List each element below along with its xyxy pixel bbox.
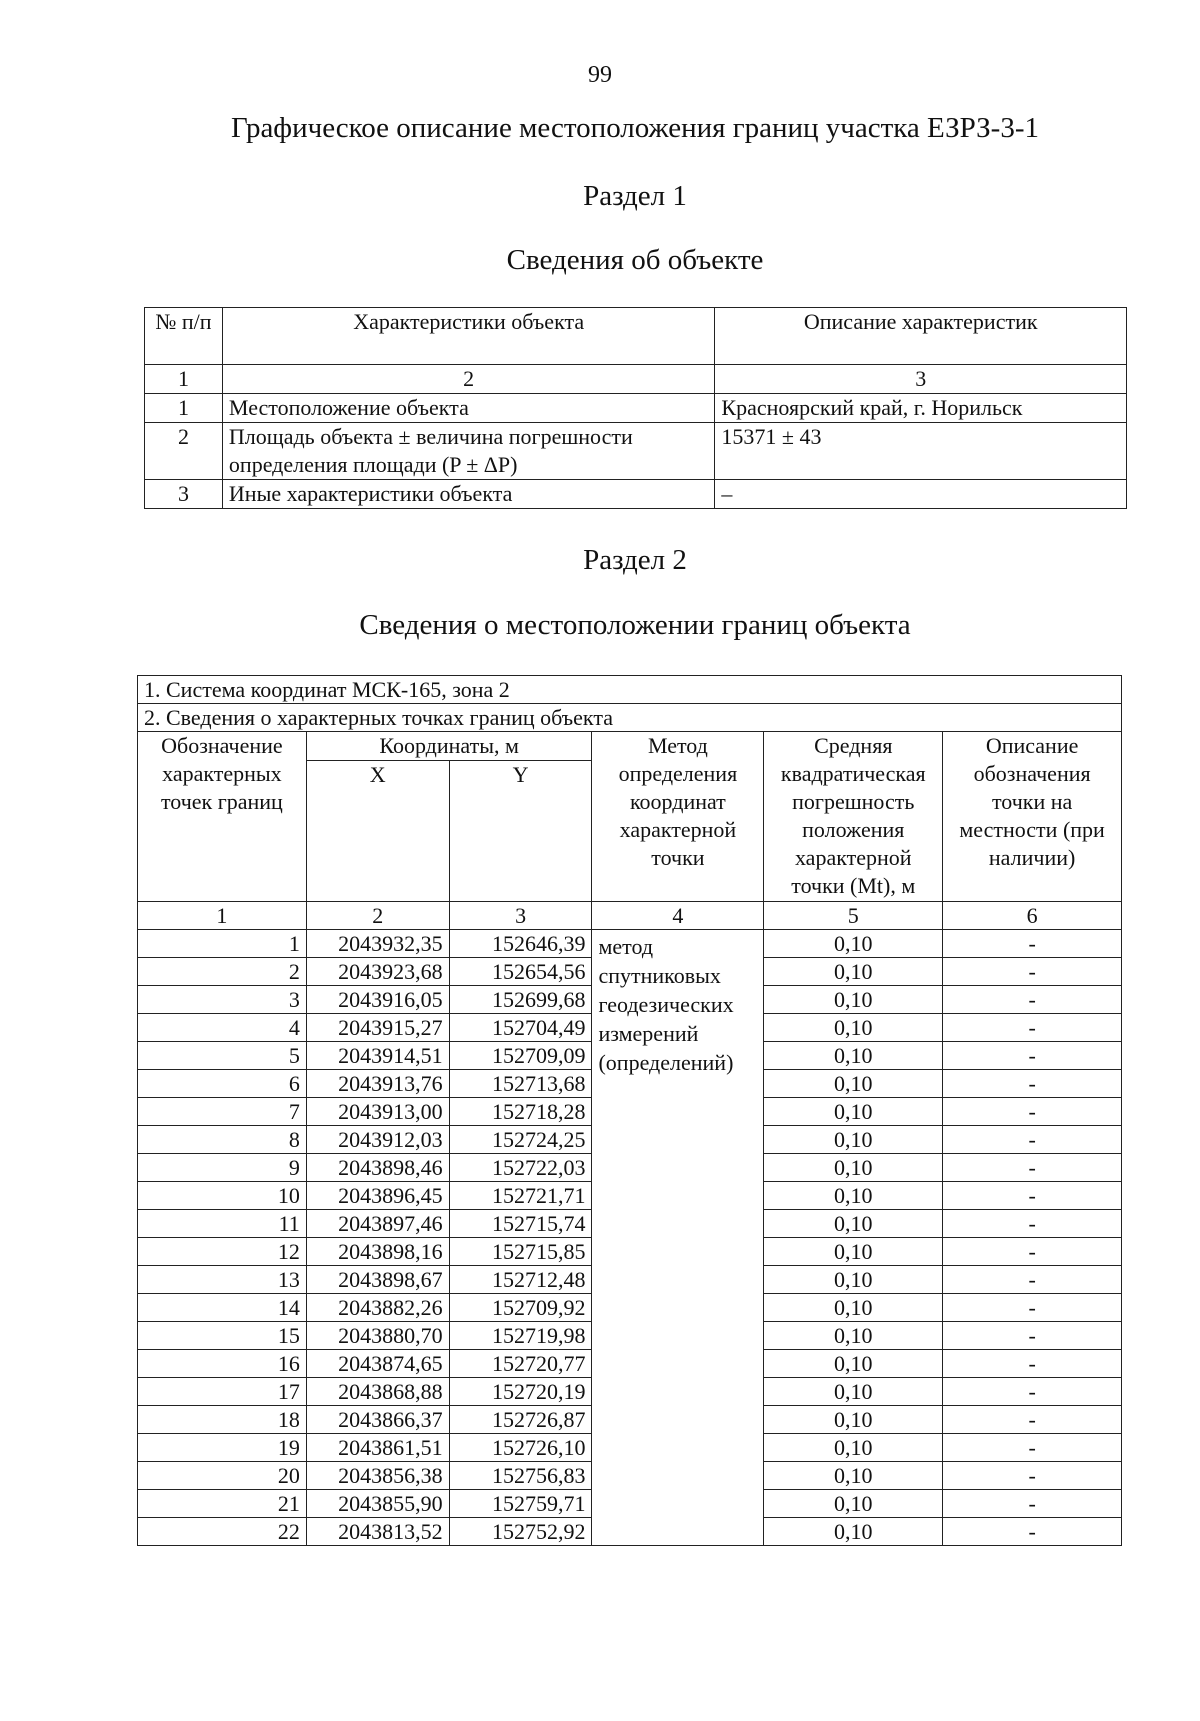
- coordinate-x: 2043914,51: [306, 1042, 449, 1070]
- point-number: 11: [138, 1210, 307, 1238]
- table-row: [145, 480, 1127, 509]
- section2-heading: Раздел 2: [583, 544, 687, 576]
- table-row: [138, 930, 1122, 958]
- table-row: [145, 423, 1127, 480]
- coordinate-x: 2043897,46: [306, 1210, 449, 1238]
- header-cell-method: Метод определения координат характерной точки: [592, 732, 764, 902]
- point-description: -: [943, 958, 1122, 986]
- col-number: 1: [138, 902, 307, 930]
- mean-square-error: 0,10: [764, 1350, 943, 1378]
- coordinate-y: 152719,98: [449, 1322, 592, 1350]
- coordinate-y: 152722,03: [449, 1154, 592, 1182]
- coordinate-y: 152756,83: [449, 1462, 592, 1490]
- coordinate-y: 152759,71: [449, 1490, 592, 1518]
- coordinate-y: 152724,25: [449, 1126, 592, 1154]
- coordinate-y: 152726,87: [449, 1406, 592, 1434]
- coordinate-y: 152654,56: [449, 958, 592, 986]
- header-cell-y: Y: [449, 761, 592, 902]
- mean-square-error: 0,10: [764, 1378, 943, 1406]
- point-description: -: [943, 1350, 1122, 1378]
- point-number: 16: [138, 1350, 307, 1378]
- coordinate-x: 2043898,46: [306, 1154, 449, 1182]
- method-text-line: спутниковых: [598, 963, 721, 988]
- mean-square-error: 0,10: [764, 1294, 943, 1322]
- section2-subheading: Сведения о местоположении границ объекта: [359, 609, 911, 641]
- coordinate-x: 2043898,67: [306, 1266, 449, 1294]
- coordinate-system-label: 1. Система координат МСК-165, зона 2: [138, 676, 1122, 704]
- point-description: -: [943, 1014, 1122, 1042]
- row-number: 2: [145, 423, 223, 480]
- point-number: 1: [138, 930, 307, 958]
- point-number: 17: [138, 1378, 307, 1406]
- header-cell-error: Средняя квадратическая погрешность положения характерной точки (Mt), м: [764, 732, 943, 902]
- point-description: -: [943, 1462, 1122, 1490]
- point-description: -: [943, 1518, 1122, 1546]
- mean-square-error: 0,10: [764, 1210, 943, 1238]
- coordinate-y: 152715,85: [449, 1238, 592, 1266]
- point-number: 3: [138, 986, 307, 1014]
- point-description: -: [943, 1210, 1122, 1238]
- mean-square-error: 0,10: [764, 1434, 943, 1462]
- characteristic-name: Иные характеристики объекта: [222, 480, 714, 509]
- mean-square-error: 0,10: [764, 1238, 943, 1266]
- point-description: -: [943, 1182, 1122, 1210]
- coordinate-y: 152726,10: [449, 1434, 592, 1462]
- header-cell-point: Обозначение характерных точек границ: [138, 732, 307, 902]
- coordinate-x: 2043882,26: [306, 1294, 449, 1322]
- header-cell-x: X: [306, 761, 449, 902]
- coordinate-y: 152752,92: [449, 1518, 592, 1546]
- characteristic-name: Местоположение объекта: [222, 394, 714, 423]
- point-description: -: [943, 1042, 1122, 1070]
- coordinate-system-row: [138, 676, 1122, 704]
- section1-heading: Раздел 1: [583, 180, 687, 212]
- mean-square-error: 0,10: [764, 930, 943, 958]
- coordinate-y: 152699,68: [449, 986, 592, 1014]
- point-number: 22: [138, 1518, 307, 1546]
- point-number: 2: [138, 958, 307, 986]
- mean-square-error: 0,10: [764, 1042, 943, 1070]
- method-text-line: геодезических: [598, 992, 734, 1017]
- mean-square-error: 0,10: [764, 1070, 943, 1098]
- point-number: 15: [138, 1322, 307, 1350]
- characteristic-value: Красноярский край, г. Норильск: [715, 394, 1127, 423]
- point-description: -: [943, 1322, 1122, 1350]
- mean-square-error: 0,10: [764, 1098, 943, 1126]
- coordinate-x: 2043896,45: [306, 1182, 449, 1210]
- mean-square-error: 0,10: [764, 1462, 943, 1490]
- point-description: -: [943, 1378, 1122, 1406]
- header-cell-coordinates: Координаты, м: [306, 732, 592, 761]
- method-cell: [592, 930, 764, 1546]
- coordinate-x: 2043913,76: [306, 1070, 449, 1098]
- object-info-table: [144, 307, 1127, 509]
- point-description: -: [943, 1266, 1122, 1294]
- mean-square-error: 0,10: [764, 958, 943, 986]
- point-number: 20: [138, 1462, 307, 1490]
- point-description: -: [943, 1098, 1122, 1126]
- point-number: 21: [138, 1490, 307, 1518]
- coordinate-x: 2043856,38: [306, 1462, 449, 1490]
- method-text-line: измерений: [598, 1021, 699, 1046]
- mean-square-error: 0,10: [764, 1518, 943, 1546]
- page-number: 99: [588, 62, 612, 88]
- point-description: -: [943, 1126, 1122, 1154]
- point-number: 18: [138, 1406, 307, 1434]
- characteristic-value: 15371 ± 43: [715, 423, 1127, 480]
- coordinate-x: 2043868,88: [306, 1378, 449, 1406]
- mean-square-error: 0,10: [764, 1154, 943, 1182]
- point-number: 14: [138, 1294, 307, 1322]
- column-number-row: [138, 902, 1122, 930]
- point-number: 7: [138, 1098, 307, 1126]
- mean-square-error: 0,10: [764, 1490, 943, 1518]
- point-description: -: [943, 1490, 1122, 1518]
- method-text-line: (определений): [598, 1050, 734, 1075]
- coordinate-y: 152718,28: [449, 1098, 592, 1126]
- point-number: 19: [138, 1434, 307, 1462]
- coordinate-x: 2043923,68: [306, 958, 449, 986]
- header-cell-description: Описание характеристик: [715, 308, 1127, 365]
- coordinate-y: 152646,39: [449, 930, 592, 958]
- coordinate-y: 152715,74: [449, 1210, 592, 1238]
- point-description: -: [943, 1154, 1122, 1182]
- coordinate-x: 2043866,37: [306, 1406, 449, 1434]
- point-number: 13: [138, 1266, 307, 1294]
- table-header-row: [145, 308, 1127, 365]
- point-description: -: [943, 986, 1122, 1014]
- point-description: -: [943, 1238, 1122, 1266]
- col-number: 2: [306, 902, 449, 930]
- points-info-label: 2. Сведения о характерных точках границ объекта: [138, 704, 1122, 732]
- mean-square-error: 0,10: [764, 1182, 943, 1210]
- point-description: -: [943, 930, 1122, 958]
- mean-square-error: 0,10: [764, 1126, 943, 1154]
- coordinate-x: 2043915,27: [306, 1014, 449, 1042]
- col-number: 5: [764, 902, 943, 930]
- col-number: 2: [222, 365, 714, 394]
- coordinate-x: 2043898,16: [306, 1238, 449, 1266]
- coordinate-x: 2043913,00: [306, 1098, 449, 1126]
- coordinate-y: 152709,09: [449, 1042, 592, 1070]
- point-description: -: [943, 1406, 1122, 1434]
- characteristic-name: Площадь объекта ± величина погрешности определения площади (P ± ΔP): [222, 423, 714, 480]
- row-number: 1: [145, 394, 223, 423]
- mean-square-error: 0,10: [764, 1266, 943, 1294]
- col-number: 1: [145, 365, 223, 394]
- point-number: 8: [138, 1126, 307, 1154]
- coordinate-y: 152713,68: [449, 1070, 592, 1098]
- coordinate-x: 2043912,03: [306, 1126, 449, 1154]
- point-description: -: [943, 1070, 1122, 1098]
- point-number: 9: [138, 1154, 307, 1182]
- coordinate-x: 2043855,90: [306, 1490, 449, 1518]
- coordinate-y: 152720,19: [449, 1378, 592, 1406]
- coordinate-y: 152720,77: [449, 1350, 592, 1378]
- header-cell-description: Описание обозначения точки на местности (при наличии): [943, 732, 1122, 902]
- boundary-points-table: [137, 675, 1122, 1546]
- point-number: 12: [138, 1238, 307, 1266]
- row-number: 3: [145, 480, 223, 509]
- header-cell-number: № п/п: [145, 308, 223, 365]
- coordinate-y: 152709,92: [449, 1294, 592, 1322]
- point-description: -: [943, 1294, 1122, 1322]
- column-number-row: [145, 365, 1127, 394]
- mean-square-error: 0,10: [764, 1014, 943, 1042]
- coordinate-x: 2043916,05: [306, 986, 449, 1014]
- header-cell-characteristic: Характеристики объекта: [222, 308, 714, 365]
- point-number: 5: [138, 1042, 307, 1070]
- document-title: Графическое описание местоположения границ участка ЕЗРЗ-3-1: [231, 112, 1039, 144]
- col-number: 3: [449, 902, 592, 930]
- col-number: 3: [715, 365, 1127, 394]
- mean-square-error: 0,10: [764, 1322, 943, 1350]
- characteristic-value: –: [715, 480, 1127, 509]
- table-row: [145, 394, 1127, 423]
- point-description: -: [943, 1434, 1122, 1462]
- coordinate-x: 2043813,52: [306, 1518, 449, 1546]
- coordinate-x: 2043861,51: [306, 1434, 449, 1462]
- col-number: 6: [943, 902, 1122, 930]
- method-text-line: метод: [598, 934, 654, 959]
- coordinate-x: 2043932,35: [306, 930, 449, 958]
- points-table-body: [138, 930, 1122, 1546]
- coordinate-x: 2043874,65: [306, 1350, 449, 1378]
- table-header-row: [138, 732, 1122, 761]
- points-info-row: [138, 704, 1122, 732]
- coordinate-y: 152721,71: [449, 1182, 592, 1210]
- coordinate-x: 2043880,70: [306, 1322, 449, 1350]
- section1-subheading: Сведения об объекте: [506, 244, 764, 276]
- mean-square-error: 0,10: [764, 986, 943, 1014]
- coordinate-y: 152704,49: [449, 1014, 592, 1042]
- coordinate-y: 152712,48: [449, 1266, 592, 1294]
- mean-square-error: 0,10: [764, 1406, 943, 1434]
- point-number: 4: [138, 1014, 307, 1042]
- point-number: 10: [138, 1182, 307, 1210]
- point-number: 6: [138, 1070, 307, 1098]
- col-number: 4: [592, 902, 764, 930]
